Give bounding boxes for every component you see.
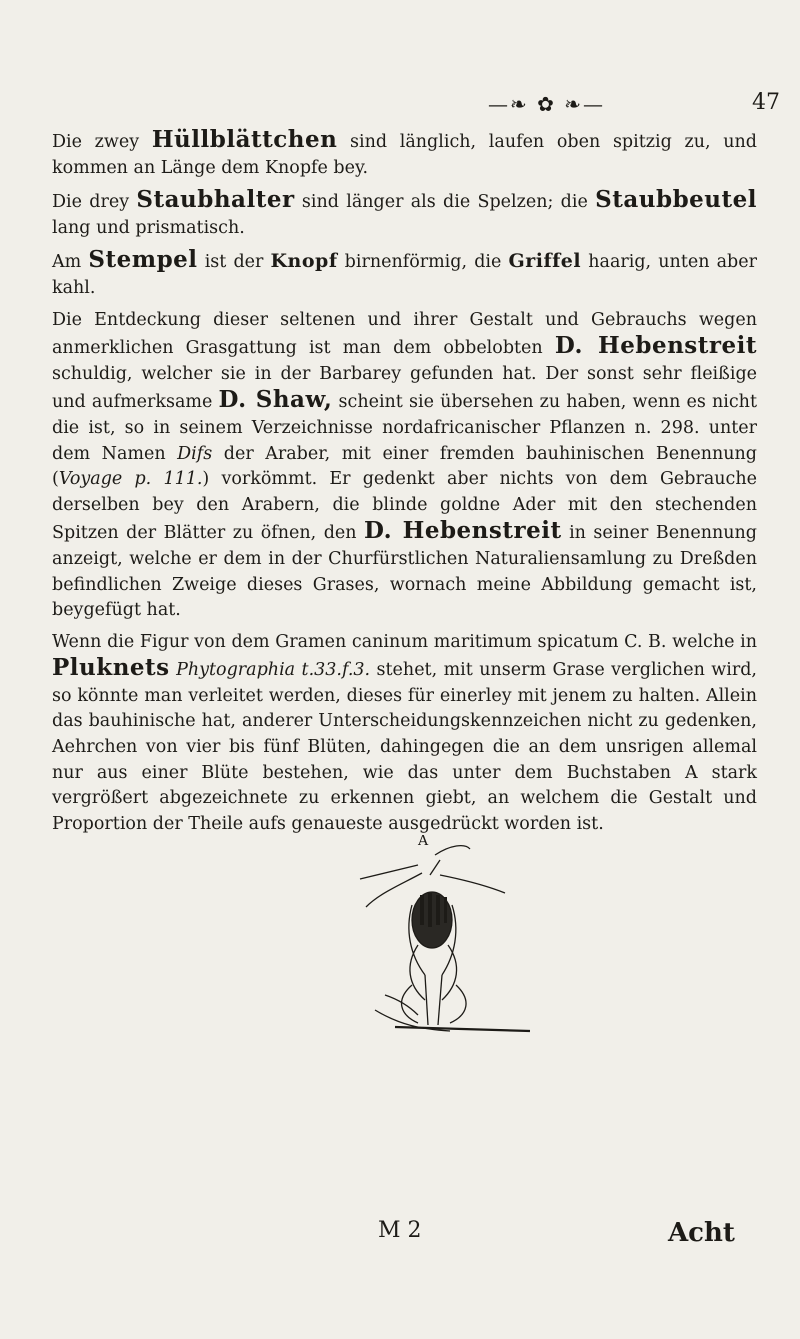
text-run: ist der [197,252,271,273]
term-huellblaettchen: Hüllblättchen [151,126,338,153]
text-run: sind länger als die Spelzen; die [294,192,596,213]
name-shaw: D. Shaw, [218,386,333,414]
header-ornament: —❧ ✿ ❧— [488,92,605,116]
citation-voyage: Voyage p. 111. [58,469,203,490]
term-griffel: Griffel [508,250,582,273]
awn-right [440,875,505,893]
text-run: der Araber, mit einer fremden bauhinischen Benennung ( [52,443,758,490]
signature-mark: M 2 [378,1218,422,1243]
latin-difs: Difs [177,443,213,464]
text-run: Wenn die Figur von dem Gramen caninum maritimum spicatum C. B. welche in [52,631,757,652]
text-run: ) vorkömmt. Er gedenkt aber nichts von dem Gebrauche derselben bey den Arabern, die blinde goldne Ader mit den stechenden Spitzen der Blätter zu öfnen, den [52,469,757,544]
text-run: birnenförmig, die [337,252,509,273]
bristle [435,846,470,855]
catchword: Acht [668,1218,735,1248]
name-hebenstreit: D. Hebenstreit [554,332,757,360]
page-number: 47 [752,90,780,115]
paragraph-entdeckung [52,308,757,624]
paragraph-figur [52,630,757,838]
text-run: Am [52,252,89,273]
text-run: stehet, mit unserm Grase verglichen wird, so könnte man verleitet werden, dieses für einerley mit jenem zu halten. Allein das bauhinische hat, anderer Unterscheidungskennzeichen nicht zu gedenken, Aehrchen von vier bis fünf Blüten, dahingegen die an dem unsrigen allemal nur aus einer Blüte bestehen, wie das unter dem Buchstaben A stark vergrößert abgezeichnete zu erkennen giebt, an welchem die Gestalt und Proportion der Theile aufs genaueste ausgedrückt worden ist. [52,660,757,834]
text-run: in seiner Benennung anzeigt, welche er dem in der Churfürstlichen Naturaliensamlung zu Dreßden befindlichen Zweige dieses Grases, wornach meine Abbildung gemacht ist, beygefügt hat. [52,523,757,621]
paragraph-huellblaettchen [52,127,757,181]
page-header [0,84,800,124]
text-run: Die drey [52,192,137,213]
term-staubhalter: Staubhalter [136,186,295,214]
text-run: haarig, unten aber kahl. [52,252,757,298]
text-run: Die zwey [52,132,152,152]
text-run: lang und prismatisch. [52,217,245,238]
text-run: Die Entdeckung dieser seltenen und ihrer Gestalt und Gebrauchs wegen anmerklichen Grasgattung ist man dem obbelobten [52,309,757,359]
name-pluknets: Pluknets [52,654,170,682]
term-stempel: Stempel [88,246,198,274]
text-run: schuldig, welcher sie in der Barbarey gefunden hat. Der sonst sehr fleißige und aufmerksame [52,363,757,413]
text-run: sind länglich, laufen oben spitzig zu, und kommen an Länge dem Knopfe bey. [52,132,757,178]
spikelet-illustration [300,835,570,1045]
awn-left-2 [366,873,422,907]
awn-left [360,865,418,879]
name-hebenstreit-2: D. Hebenstreit [364,517,562,545]
term-staubbeutel: Staubbeutel [595,186,757,214]
text-run: scheint sie übersehen zu haben, wenn es nicht die ist, so in seinem Verzeichnisse nordafricanischer Pflanzen n. 298. unter dem Namen [52,392,757,464]
paragraph-staubhalter [52,187,757,241]
term-knopf: Knopf [270,250,338,273]
paragraph-stempel [52,247,757,301]
body-text [52,127,757,843]
figure-label: A [418,835,429,849]
page-footer [0,1218,800,1258]
citation-phytographia: Phytographia t.33.f.3. [176,660,371,681]
stem [395,1027,530,1031]
